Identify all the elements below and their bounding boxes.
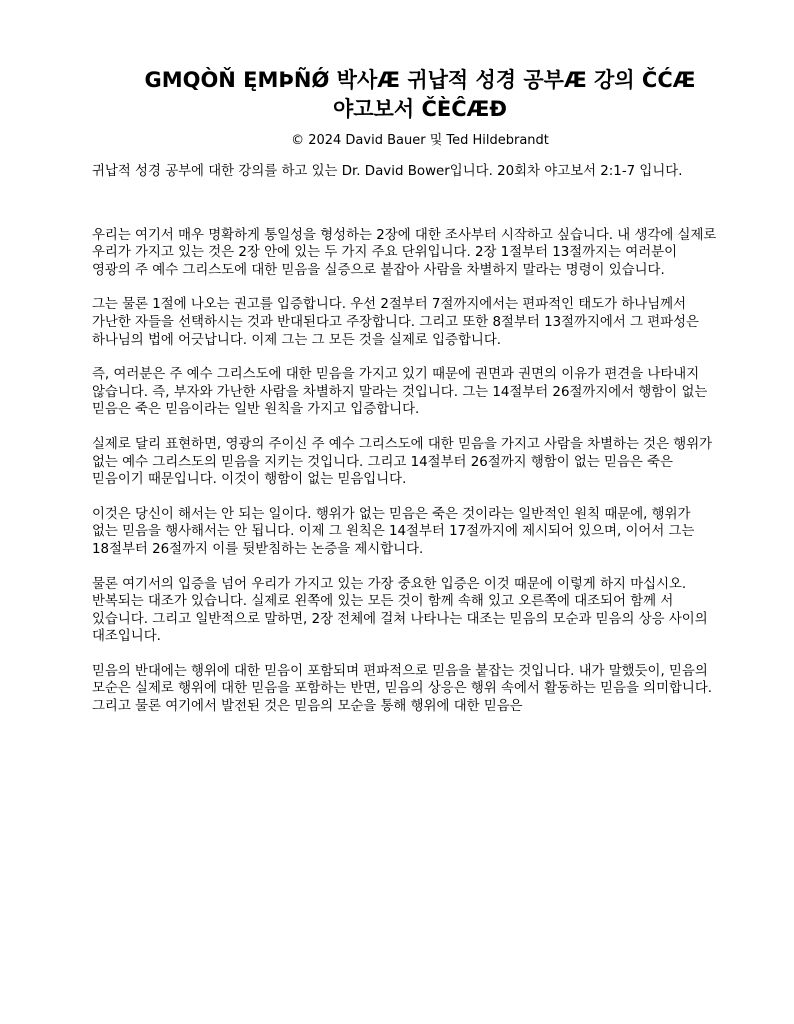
document-body: [92, 163, 718, 733]
paragraph: 이것은 당신이 해서는 안 되는 일이다. 행위가 없는 믿음은 죽은 것이라는 일반적인 원칙 때문에, 행위가 없는 믿음을 행사해서는 안 됩니다. 이제 그 원칙은 14절부터 17절까지에 제시되어 있으며, 이어서 그는 18절부터 26절까지 이를 뒷받침하는 논증을 제시합니다.: [92, 506, 695, 557]
paragraph: 우리는 여기서 매우 명확하게 통일성을 형성하는 2장에 대한 조사부터 시작하고 싶습니다. 내 생각에 실제로 우리가 가지고 있는 것은 2장 안에 있는 두 가지 주요 단위입니다. 2장 1절부터 13절까지는 여러분이 영광의 주 예수 그리스도에 대한 믿음을 실증으로 붙잡아 사람을 차별하지 말라는 명령이 있습니다.: [92, 227, 717, 278]
paragraph: 믿음의 반대에는 행위에 대한 믿음이 포함되며 편파적으로 믿음을 붙잡는 것입니다. 내가 말했듯이, 믿음의 모순은 실제로 행위에 대한 믿음을 포함하는 반면, 믿음의 상응은 행위 속에서 활동하는 믿음을 의미합니다. 그리고 물론 여기에서 발전된 것은 믿음의 모순을 통해 행위에 대한 믿음은: [92, 663, 713, 715]
title-line-1: GMQÒŇ ĘMÞÑǾ 박사Æ 귀납적 성경 공부Æ 강의 ČĆÆ: [144, 68, 696, 92]
paragraph: 즉, 여러분은 주 예수 그리스도에 대한 믿음을 가지고 있기 때문에 권면과 권면의 이유가 편견을 나타내지 않습니다. 즉, 부자와 가난한 사람을 차별하지 말라는 것입니다. 그는 14절부터 26절까지에서 행함이 없는 믿음은 죽은 믿음이라는 일반 원칙을 가지고 입증합니다.: [92, 367, 708, 418]
paragraph: 실제로 달리 표현하면, 영광의 주이신 주 예수 그리스도에 대한 믿음을 가지고 사람을 차별하는 것은 행위가 없는 예수 그리스도의 믿음을 지키는 것입니다. 그리고 14절부터 26절까지 행함이 없는 믿음은 죽은 믿음이기 때문입니다. 이것이 행함이 없는 믿음입니다.: [92, 436, 713, 488]
paragraph: 그는 물론 1절에 나오는 권고를 입증합니다. 우선 2절부터 7절까지에서는 편파적인 태도가 하나님께서 가난한 자들을 선택하시는 것과 반대된다고 주장합니다. 그리고 또한 8절부터 13절까지에서 그 편파성은 하나님의 법에 어긋납니다. 이제 그는 그 모든 것을 실제로 입증합니다.: [92, 297, 699, 348]
title-line-2: 야고보서 ČÈĈÆĐ: [332, 97, 507, 121]
copyright-notice: © 2024 David Bauer 및 Ted Hildebrandt: [291, 133, 549, 148]
paragraph-intro: 귀납적 성경 공부에 대한 강의를 하고 있는 Dr. David Bower입니다. 20회차 야고보서 2:1-7 입니다.: [92, 164, 683, 179]
document-title: [90, 66, 750, 124]
paragraph: 물론 여기서의 입증을 넘어 우리가 가지고 있는 가장 중요한 입증은 이것 때문에 이렇게 하지 마십시오. 반복되는 대조가 있습니다. 실제로 왼쪽에 있는 모든 것이 함께 속해 있고 오른쪽에 대조되어 함께 서 있습니다. 그리고 일반적으로 말하면, 2장 전체에 걸쳐 나타나는 대조는 믿음의 모순과 믿음의 상응 사이의 대조입니다.: [92, 576, 708, 645]
